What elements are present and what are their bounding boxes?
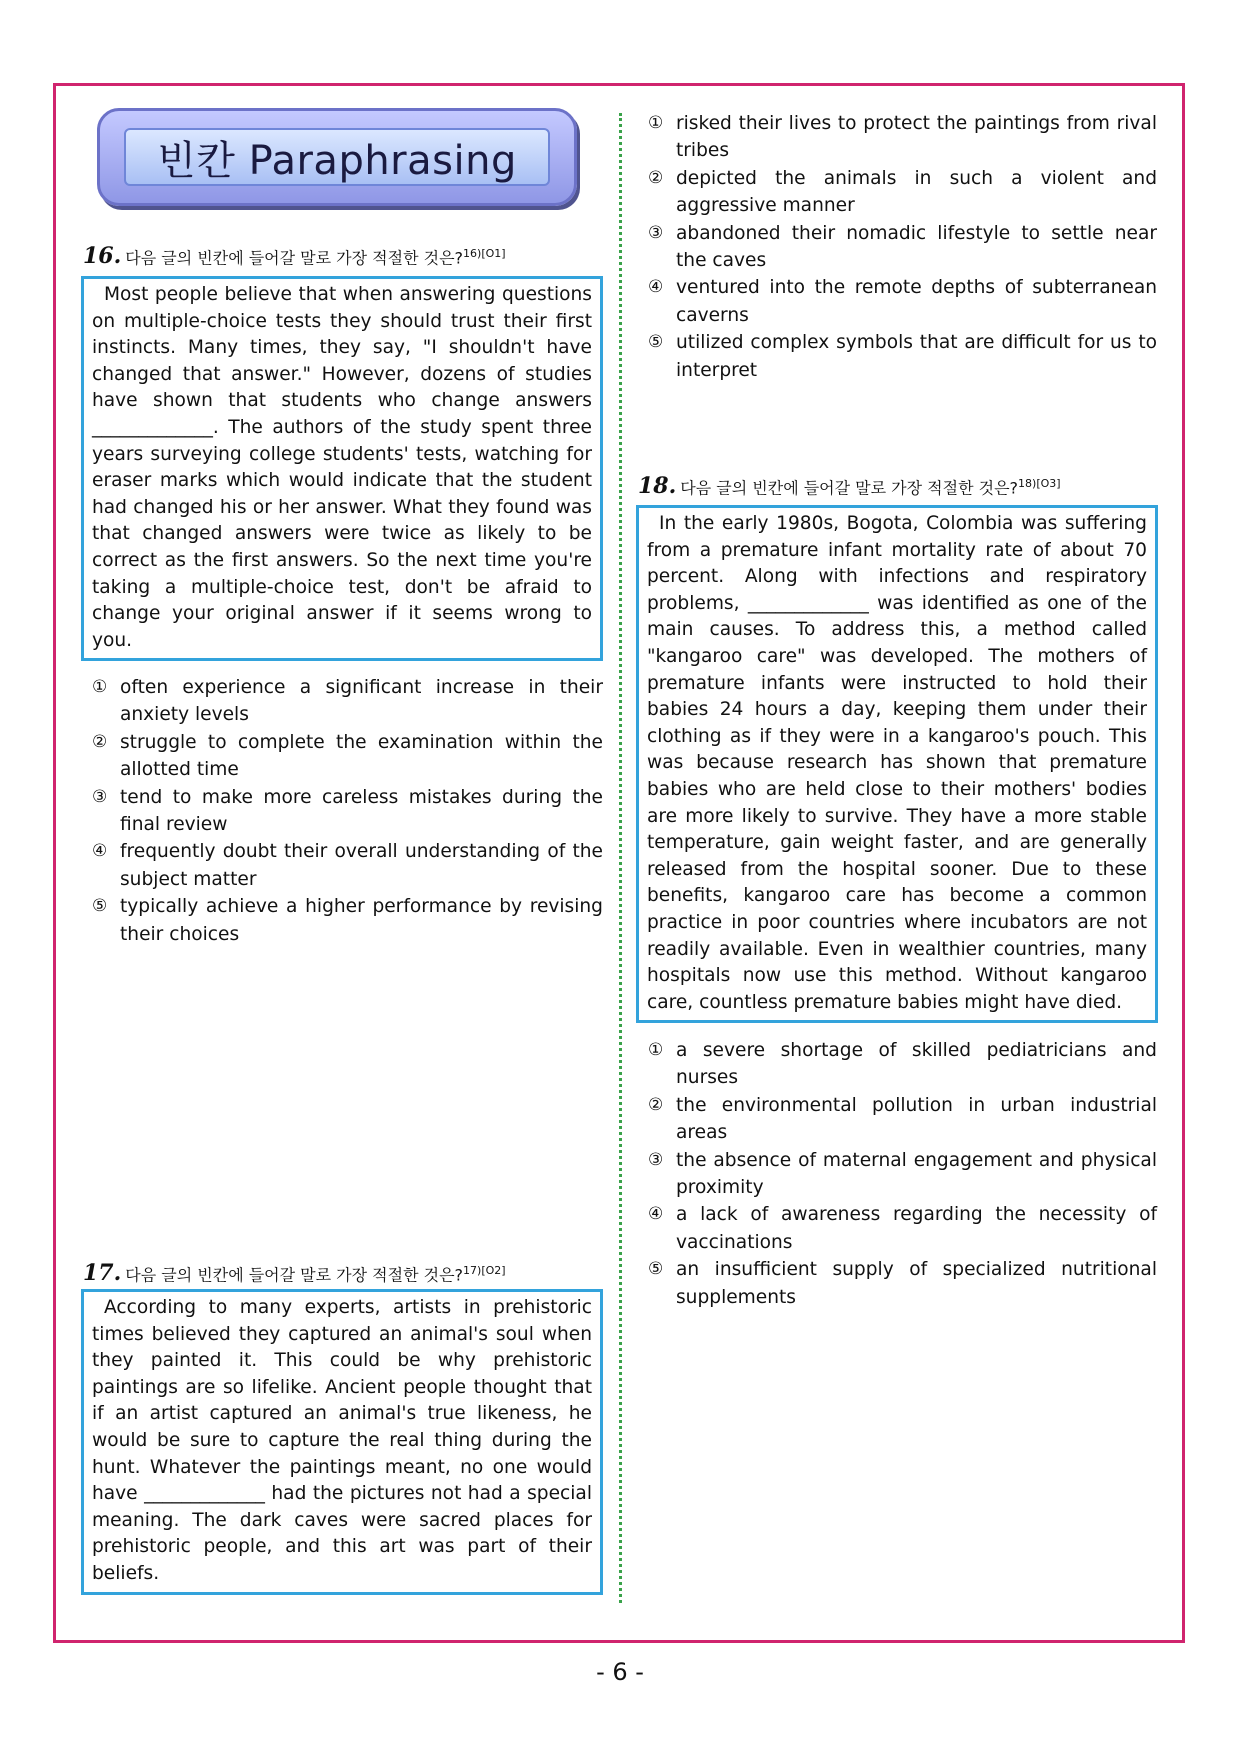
section-banner-inner [124, 128, 550, 186]
choice-marker: ① [92, 677, 108, 697]
choice-text: tend to make more careless mistakes during the final review [120, 786, 603, 836]
choice-text: struggle to complete the examination within the allotted time [120, 731, 603, 781]
choice-marker: ④ [648, 277, 664, 298]
question-17-choice-3[interactable] [648, 220, 1157, 275]
question-16-choices [92, 674, 603, 948]
column-divider [619, 113, 622, 1603]
question-18-passage: In the early 1980s, Bogota, Colombia was suffering from a premature infant mortality rate of about 70 percent. Along with infections and respiratory problems, _____________ was identified as one of the main causes. To address this, a method called "kangaroo care" was developed. The mothers of premature infants were instructed to hold their babies 24 hours a day, keeping them under their clothing as if they were in a kangaroo's pouch. This was because research has shown that premature babies who are held close to their mothers' bodies are more likely to survive. They have a more stable temperature, gain weight faster, and are generally released from the hospital sooner. Due to these benefits, kangaroo care has become a common practice in poor countries where incubators are not readily available. Even in wealthier countries, many hospitals now use this method. Without kangaroo care, countless premature babies might have died. [636, 505, 1158, 1023]
section-title: 빈칸 Paraphrasing [157, 137, 517, 184]
choice-marker: ② [92, 731, 108, 752]
choice-text: depicted the animals in such a violent and aggressive manner [676, 167, 1157, 217]
choice-text: often experience a significant increase in their anxiety levels [120, 677, 603, 726]
choice-marker: ④ [92, 841, 108, 862]
choice-marker: ⑤ [648, 332, 664, 353]
question-17-prompt: 다음 글의 빈칸에 들어갈 말로 가장 적절한 것은? [125, 1265, 464, 1285]
question-18-choice-2[interactable] [648, 1092, 1157, 1147]
choice-marker: ② [648, 167, 664, 188]
choice-text: a severe shortage of skilled pediatricians and nurses [676, 1040, 1157, 1089]
choice-marker: ① [648, 1040, 664, 1060]
choice-marker: ⑤ [648, 1259, 664, 1280]
question-18-choice-1[interactable] [648, 1037, 1157, 1092]
choice-text: frequently doubt their overall understanding of the subject matter [120, 841, 603, 890]
page-number: - 6 - [596, 1658, 644, 1686]
choice-marker: ⑤ [92, 896, 108, 917]
question-18-header [638, 473, 1061, 499]
question-16-header [83, 243, 506, 269]
choice-marker: ② [648, 1094, 664, 1115]
question-18-choice-5[interactable] [648, 1256, 1157, 1311]
question-18-choice-4[interactable] [648, 1201, 1157, 1256]
question-16-choice-4[interactable] [92, 838, 603, 893]
choice-text: ventured into the remote depths of subterranean caverns [676, 277, 1157, 326]
question-16-number: 16. [83, 243, 122, 270]
choice-marker: ④ [648, 1204, 664, 1225]
choice-marker: ③ [648, 222, 664, 243]
question-16-choice-1[interactable] [92, 674, 603, 729]
choice-marker: ③ [648, 1149, 664, 1170]
choice-text: the environmental pollution in urban industrial areas [676, 1094, 1157, 1144]
question-18-choice-3[interactable] [648, 1147, 1157, 1202]
choice-marker: ① [648, 113, 664, 133]
question-17-number: 17. [83, 1260, 122, 1287]
question-17-choice-4[interactable] [648, 274, 1157, 329]
question-17-choice-2[interactable] [648, 165, 1157, 220]
question-16-passage: Most people believe that when answering questions on multiple-choice tests they should trust their first instincts. Many times, they say, "I shouldn't have changed that answer." However, dozens of studies have shown that students who change answers _____________. The authors of the study spent three years surveying college students' tests, watching for eraser marks which would indicate that the student had changed his or her answer. What they found was that changed answers were twice as likely to be correct as the first answers. So the next time you're taking a multiple-choice test, don't be afraid to change your original answer if it seems wrong to you. [81, 276, 603, 661]
choice-text: typically achieve a higher performance by revising their choices [120, 896, 603, 945]
question-17-passage: According to many experts, artists in prehistoric times believed they captured an animal's soul when they painted it. This could be why prehistoric paintings are so lifelike. Ancient people thought that if an artist captured an animal's true likeness, he would be sure to capture the real thing during the hunt. Whatever the paintings meant, no one would have _____________ had the pictures not had a special meaning. The dark caves were sacred places for prehistoric people, and this art was part of their beliefs. [81, 1289, 603, 1595]
choice-text: the absence of maternal engagement and physical proximity [676, 1149, 1157, 1199]
question-16-source: 16)[O1] [463, 247, 506, 260]
choice-marker: ③ [92, 786, 108, 807]
question-18-number: 18. [638, 473, 677, 500]
question-18-source: 18)[O3] [1018, 477, 1061, 490]
question-17-choice-5[interactable] [648, 329, 1157, 384]
section-banner [97, 108, 577, 206]
question-16-choice-2[interactable] [92, 729, 603, 784]
choice-text: abandoned their nomadic lifestyle to settle near the caves [676, 222, 1157, 272]
question-17-choices [648, 110, 1157, 384]
question-17-header [83, 1260, 506, 1286]
choice-text: risked their lives to protect the paintings from rival tribes [676, 113, 1157, 162]
question-17-choice-1[interactable] [648, 110, 1157, 165]
question-16-prompt: 다음 글의 빈칸에 들어갈 말로 가장 적절한 것은? [125, 248, 464, 268]
question-16-choice-3[interactable] [92, 784, 603, 839]
question-17-source: 17)[O2] [463, 1264, 506, 1277]
choice-text: utilized complex symbols that are difficult for us to interpret [676, 332, 1157, 381]
question-16-choice-5[interactable] [92, 893, 603, 948]
choice-text: a lack of awareness regarding the necessity of vaccinations [676, 1204, 1157, 1253]
question-18-prompt: 다음 글의 빈칸에 들어갈 말로 가장 적절한 것은? [680, 478, 1019, 498]
choice-text: an insufficient supply of specialized nutritional supplements [676, 1259, 1157, 1308]
question-18-choices [648, 1037, 1157, 1311]
